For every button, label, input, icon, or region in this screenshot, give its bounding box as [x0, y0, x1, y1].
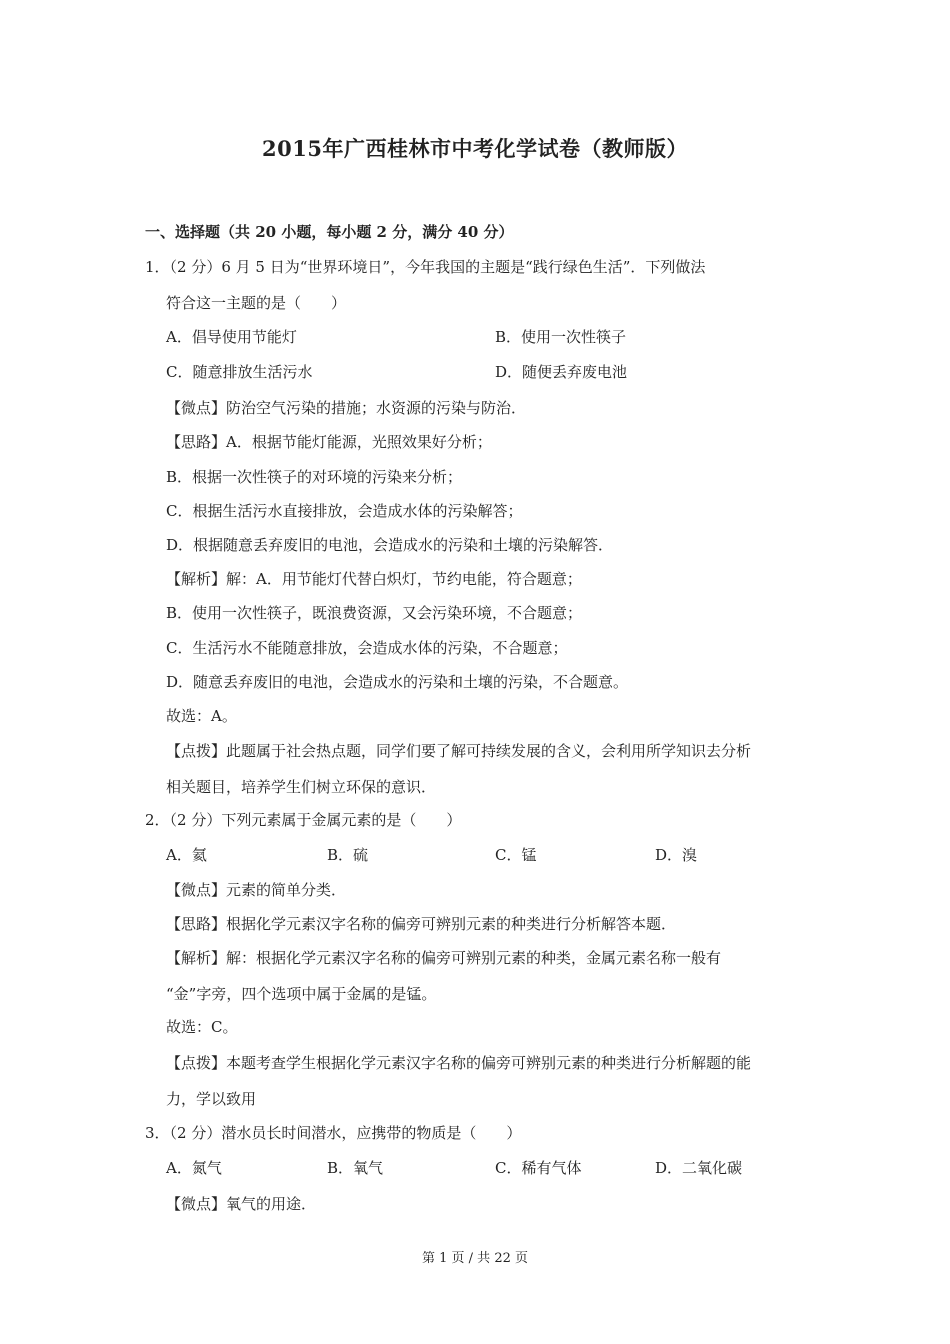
q2-jiexi-line1: 【解析】解：根据化学元素汉字名称的偏旁可辨别元素的种类，金属元素名称一般有 — [166, 949, 722, 967]
q3-stem: 3．（2 分）潜水员长时间潜水，应携带的物质是（ ） — [145, 1124, 522, 1142]
q3-option-a: A．氮气 — [166, 1159, 222, 1177]
q1-jiexi-line2: B．使用一次性筷子，既浪费资源，又会污染环境，不合题意； — [166, 604, 583, 622]
q3-option-d: D．二氧化碳 — [655, 1159, 743, 1177]
section-heading: 一、选择题（共 20 小题，每小题 2 分，满分 40 分） — [145, 223, 514, 241]
page-footer: 第 1 页 / 共 22 页 — [422, 1251, 528, 1266]
q1-silu-line2: B．根据一次性筷子的对环境的污染来分析； — [166, 468, 463, 486]
q1-stem-line2: 符合这一主题的是（ ） — [166, 294, 347, 312]
q2-option-c: C．锰 — [495, 846, 537, 864]
q1-option-a: A．倡导使用节能灯 — [166, 328, 297, 346]
q2-dianbo-line2: 力，学以致用 — [166, 1090, 257, 1108]
q3-weidian: 【微点】氧气的用途． — [166, 1195, 317, 1213]
q2-option-d: D．溴 — [655, 846, 698, 864]
q1-option-d: D．随便丢弃废电池 — [495, 363, 628, 381]
q1-stem-line1: 1．（2 分）6 月 5 日为“世界环境日”，今年我国的主题是“践行绿色生活”．下列做法 — [145, 258, 706, 276]
q2-weidian: 【微点】元素的简单分类． — [166, 881, 347, 899]
q2-stem: 2．（2 分）下列元素属于金属元素的是（ ） — [145, 811, 462, 829]
document-title: 2015年广西桂林市中考化学试卷（教师版） — [262, 136, 688, 161]
q1-dianbo-line1: 【点拨】此题属于社会热点题，同学们要了解可持续发展的含义，会利用所学知识去分析 — [166, 742, 752, 760]
q1-jiexi-line4: D．随意丢弃废旧的电池，会造成水的污染和土壤的污染，不合题意。 — [166, 673, 629, 691]
q1-silu-line3: C．根据生活污水直接排放，会造成水体的污染解答； — [166, 502, 523, 520]
q1-dianbo-line2: 相关题目，培养学生们树立环保的意识． — [166, 778, 437, 796]
q1-answer: 故选：A。 — [166, 707, 237, 725]
q1-silu-line4: D．根据随意丢弃废旧的电池，会造成水的污染和土壤的污染解答． — [166, 536, 614, 554]
q1-jiexi-line3: C．生活污水不能随意排放，会造成水体的污染，不合题意； — [166, 639, 568, 657]
q3-option-b: B．氧气 — [327, 1159, 384, 1177]
q1-jiexi-line1: 【解析】解：A．用节能灯代替白炽灯，节约电能，符合题意； — [166, 570, 582, 588]
q2-option-a: A．氦 — [166, 846, 207, 864]
q1-weidian: 【微点】防治空气污染的措施；水资源的污染与防治． — [166, 399, 527, 417]
q3-option-c: C．稀有气体 — [495, 1159, 582, 1177]
q2-silu: 【思路】根据化学元素汉字名称的偏旁可辨别元素的种类进行分析解答本题． — [166, 915, 677, 933]
q2-option-b: B．硫 — [327, 846, 369, 864]
q1-silu-line1: 【思路】A．根据节能灯能源，光照效果好分析； — [166, 433, 492, 451]
q2-jiexi-line2: “金”字旁，四个选项中属于金属的是锰。 — [166, 985, 437, 1003]
q1-option-b: B．使用一次性筷子 — [495, 328, 627, 346]
q2-answer: 故选：C。 — [166, 1018, 238, 1036]
q1-option-c: C．随意排放生活污水 — [166, 363, 313, 381]
q2-dianbo-line1: 【点拨】本题考查学生根据化学元素汉字名称的偏旁可辨别元素的种类进行分析解题的能 — [166, 1054, 752, 1072]
